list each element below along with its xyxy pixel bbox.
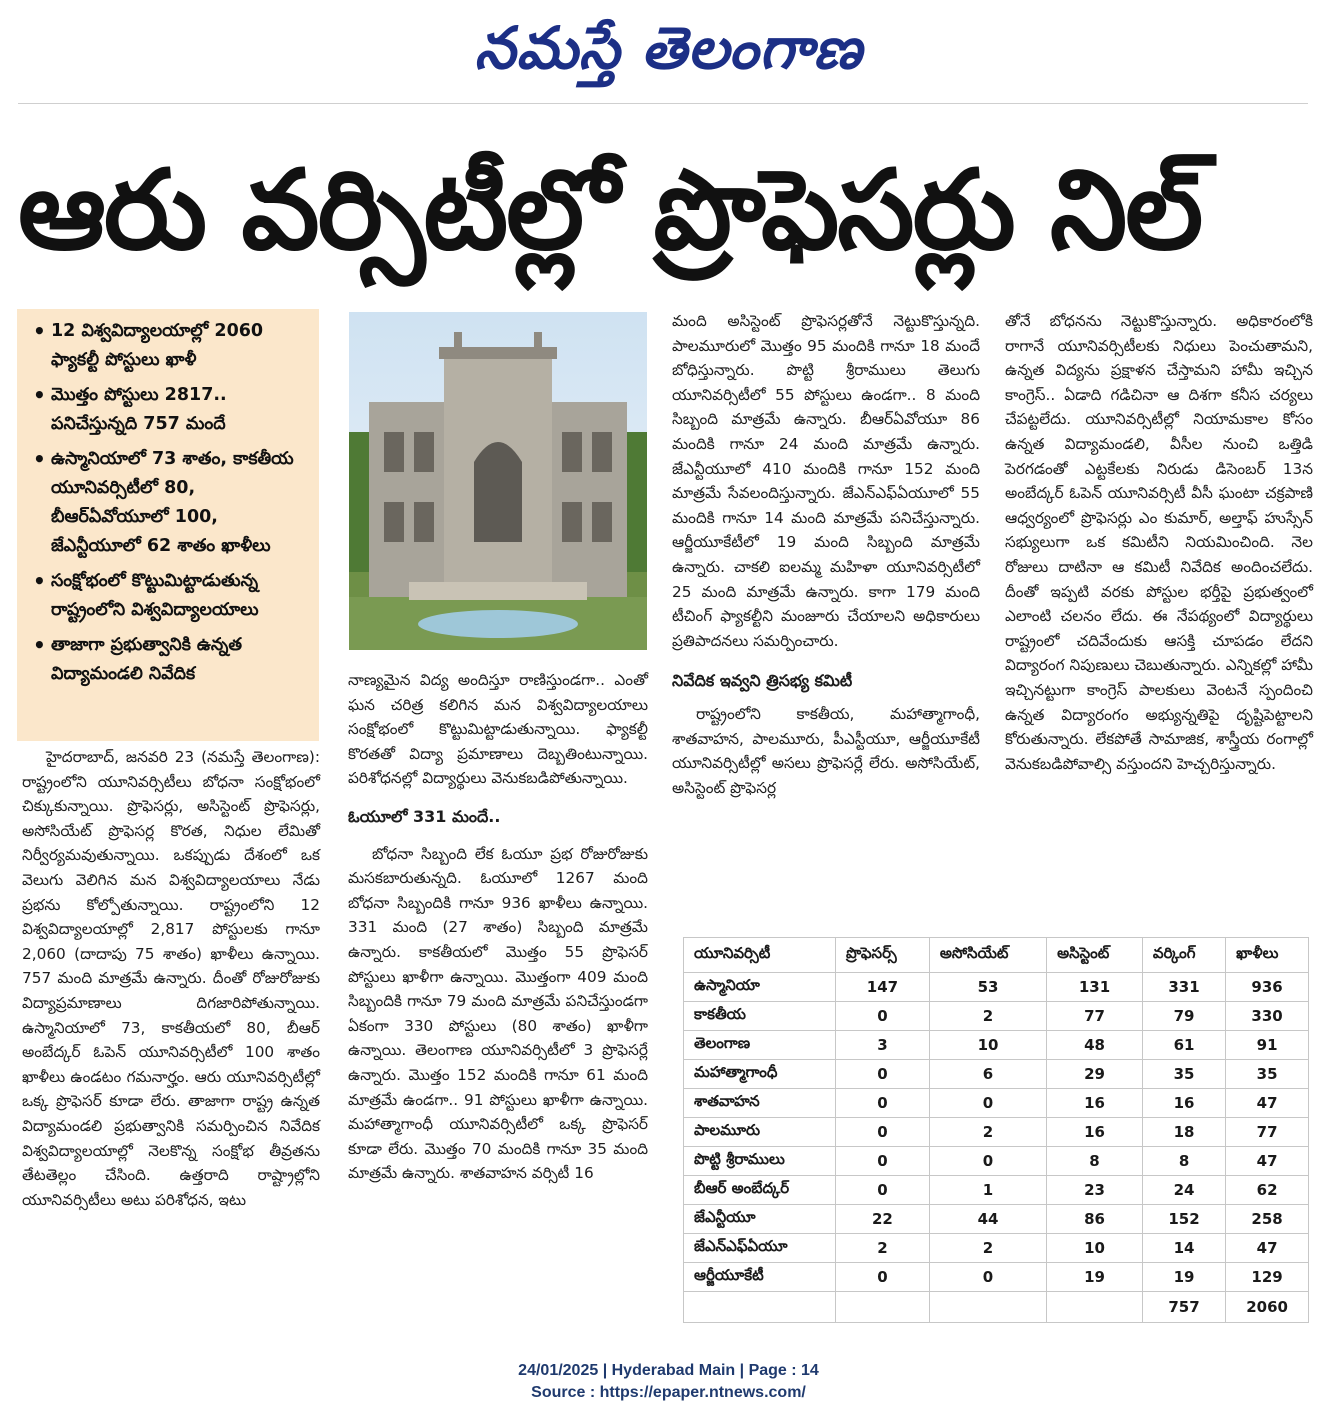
table-header-cell: అసిస్టెంట్: [1047, 938, 1143, 973]
table-row: [684, 1205, 1309, 1234]
table-cell: 0: [835, 1147, 929, 1176]
university-name-cell: జేఎన్ఎఫ్ఏయూ: [684, 1234, 836, 1263]
table-cell: 23: [1047, 1176, 1143, 1205]
table-cell: 258: [1226, 1205, 1309, 1234]
table-cell: 22: [835, 1205, 929, 1234]
table-cell: 2: [929, 1234, 1046, 1263]
table-header-cell: వర్కింగ్: [1142, 938, 1225, 973]
table-cell: 47: [1226, 1147, 1309, 1176]
newspaper-logo: నమస్తే తెలంగాణ: [474, 14, 863, 82]
article-paragraph: మంది అసిస్టెంట్ ప్రొఫెసర్లతోనే నెట్టుకొస్తున్నది. పాలమూరులో మొత్తం 95 మందికి గానూ 18 మందే బోధిస్తున్నారు. పొట్టి శ్రీరాములు తెలుగు యూనివర్సిటీలో 55 పోస్టులు ఉండగా.. 8 మంది సిబ్బంది మాత్రమే ఉన్నారు. బీఆర్ఏవోయూ 86 మందికి గానూ 24 మంది మాత్రమే ఉన్నారు. జేఎన్టీయూలో 410 మందికి గానూ 152 మంది మాత్రమే సేవలందిస్తున్నారు. జేఎన్ఎఫ్ఏయూలో 55 మందికి గానూ 14 మంది మాత్రమే పనిచేస్తున్నారు. ఆర్జీయూకేటీలో 19 మంది సిబ్బంది మాత్రమే ఉన్నారు. చాకలి ఐలమ్మ మహిళా యూనివర్సిటీలో 25 మంది మాత్రమే ఉన్నారు. కాగా 179 మంది టీచింగ్ ఫ్యాకల్టీని మంజూరు చేయాలని అధికారులు ప్రతిపాదనలు సమర్పించారు.: [672, 312, 980, 650]
table-cell: 0: [835, 1176, 929, 1205]
table-cell: 18: [1142, 1118, 1225, 1147]
table-cell: 16: [1047, 1089, 1143, 1118]
highlight-item: • మొత్తం పోస్టులు 2817.. పనిచేస్తున్నది 757 మందే: [29, 381, 311, 439]
table-total-row: [684, 1292, 1309, 1323]
masthead-divider: [18, 103, 1308, 104]
table-header-cell: ఖాళీలు: [1226, 938, 1309, 973]
table-cell: 2: [929, 1118, 1046, 1147]
table-cell: 48: [1047, 1031, 1143, 1060]
article-paragraph: నాణ్యమైన విద్య అందిస్తూ రాణిస్తుండగా.. ఎంతో ఘన చరిత్ర కలిగిన మన విశ్వవిద్యాలయాలు సంక్షోభంలో కొట్టుమిట్టాడుతున్నాయి. ఫ్యాకల్టీ కొరతతో విద్యా ప్రమాణాలు దెబ్బతింటున్నాయి. పరిశోధనల్లో విద్యార్థులు వెనుకబడిపోతున్నాయి.: [348, 671, 648, 788]
highlights-box: [17, 309, 319, 741]
headline: ఆరు వర్సిటీల్లో ప్రొఫెసర్లు నిల్: [18, 146, 1202, 274]
article-column-2: [348, 668, 648, 1186]
table-cell: 53: [929, 973, 1046, 1002]
table-row: [684, 973, 1309, 1002]
table-cell: 0: [929, 1089, 1046, 1118]
article-column-4: [1005, 309, 1313, 776]
article-subheading: ఓయూలో 331 మందే..: [348, 806, 501, 826]
article-paragraph: బోధనా సిబ్బంది లేక ఓయూ ప్రభ రోజురోజుకు మసకబారుతున్నది. ఓయూలో 1267 మంది బోధనా సిబ్బందికి గానూ 936 ఖాళీలు ఉన్నాయి. 331 మంది (27 శాతం) సిబ్బంది మాత్రమే ఉన్నారు. కాకతీయలో మొత్తం 55 ప్రొఫెసర్ పోస్టులు ఖాళీగా ఉన్నాయి. మొత్తంగా 409 మంది సిబ్బందికి గానూ 79 మంది మాత్రమే పనిచేస్తుండగా ఏకంగా 330 పోస్టులు (80 శాతం) ఖాళీగా ఉన్నాయి. తెలంగాణ యూనివర్సిటీలో 3 ప్రొఫెసర్లే ఉన్నారు. మొత్తం 152 మందికి గానూ 61 మంది మాత్రమే ఉండగా.. 91 పోస్టులు ఖాళీగా ఉన్నాయి. మహాత్మాగాంధీ యూనివర్సిటీలో ఒక్క ప్రొఫెసర్ కూడా లేరు. మొత్తం 70 మందికి గానూ 35 మంది మాత్రమే ఉన్నారు. శాతవాహన వర్సిటీ 16: [348, 844, 648, 1183]
table-cell: 131: [1047, 973, 1143, 1002]
table-cell: 47: [1226, 1089, 1309, 1118]
table-cell: 8: [1047, 1147, 1143, 1176]
table-cell: 152: [1142, 1205, 1225, 1234]
university-name-cell: పొట్టి శ్రీరాములు: [684, 1147, 836, 1176]
university-name-cell: బీఆర్ అంబేద్కర్: [684, 1176, 836, 1205]
article-paragraph: తోనే బోధనను నెట్టుకొస్తున్నారు. అధికారంలోకి రాగానే యూనివర్సిటీలకు నిధులు పెంచుతామని, ఉన్నత విద్యను ప్రక్షాళన చేస్తామని హామీ ఇచ్చిన కాంగ్రెస్.. ఏడాది గడిచినా ఆ దిశగా కనీస చర్యలు చేపట్టలేదు. యూనివర్సిటీల్లో నియామకాల కోసం ఉన్నత విద్యామండలి, వీసీల నుంచి ఒత్తిడి పెరగడంతో ఎట్టకేలకు నిరుడు డిసెంబర్ 13న అంబేద్కర్ ఓపెన్ యూనివర్సిటీ వీసీ ఘంటా చక్రపాణి ఆధ్వర్యంలో ప్రొఫెసర్లు ఎం కుమార్, అల్తాఫ్ హుస్సేన్ సభ్యులుగా ఒక కమిటీని నియమించింది. నెల రోజులు దాటినా ఆ కమిటీ నివేదిక అందించలేదు. దీంతో ఇప్పటి వరకు పోస్టుల భర్తీపై ప్రభుత్వంలో ఎలాంటి చలనం లేదు. ఈ నేపథ్యంలో విద్యార్థులు రాష్ట్రంలో చదివేందుకు ఆసక్తి చూపడం లేదని విద్యారంగ నిపుణులు చెబుతున్నారు. ఎన్నికల్లో హామీ ఇచ్చినట్టుగా కాంగ్రెస్ పాలకులు వెంటనే స్పందించి ఉన్నత విద్యారంగం అభ్యున్నతిపై దృష్టిపెట్టాలని కోరుతున్నారు. లేకపోతే సామాజిక, శాస్త్రీయ రంగాల్లో వెనుకబడిపోవాల్సి వస్తుందని హెచ్చరిస్తున్నారు.: [1005, 312, 1313, 773]
table-row: [684, 1147, 1309, 1176]
university-name-cell: ఆర్జీయూకేటీ: [684, 1263, 836, 1292]
table-cell: 29: [1047, 1060, 1143, 1089]
page-footer: [0, 1360, 1337, 1404]
table-header-cell: అసోసియేట్: [929, 938, 1046, 973]
table-cell: 0: [835, 1060, 929, 1089]
table-header-cell: యూనివర్సిటీ: [684, 938, 836, 973]
highlight-item: • ఉస్మానియాలో 73 శాతం, కాకతీయ యూనివర్సిటీలో 80, బీఆర్ఏవోయూలో 100, జేఎన్టీయూలో 62 శాతం ఖాళీలు: [29, 445, 311, 561]
table-cell: 1: [929, 1176, 1046, 1205]
article-column-1: [22, 745, 320, 1212]
table-cell: 936: [1226, 973, 1309, 1002]
table-cell: 77: [1047, 1002, 1143, 1031]
table-cell: 0: [835, 1002, 929, 1031]
footer-date-page: 24/01/2025 | Hyderabad Main | Page : 14: [518, 1362, 819, 1379]
university-building-photo: [349, 312, 647, 650]
article-subheading: నివేదిక ఇవ్వని త్రిసభ్య కమిటీ: [672, 671, 853, 691]
table-row: [684, 1263, 1309, 1292]
table-cell: 6: [929, 1060, 1046, 1089]
table-cell: 35: [1226, 1060, 1309, 1089]
university-name-cell: ఉస్మానియా: [684, 973, 836, 1002]
table-cell: 0: [835, 1118, 929, 1147]
table-cell: 10: [929, 1031, 1046, 1060]
table-row: [684, 1118, 1309, 1147]
highlight-item: • 12 విశ్వవిద్యాలయాల్లో 2060 ఫ్యాకల్టీ పోస్టులు ఖాళీ: [29, 317, 311, 375]
table-cell: 3: [835, 1031, 929, 1060]
table-cell: 147: [835, 973, 929, 1002]
table-row: [684, 1002, 1309, 1031]
table-cell: 330: [1226, 1002, 1309, 1031]
article-paragraph: రాష్ట్రంలోని కాకతీయ, మహాత్మాగాంధీ, శాతవాహన, పాలమూరు, పీఎస్టీయూ, ఆర్జీయూకేటీ యూనివర్సిటీల్లో అసలు ప్రొఫెసర్లే లేరు. అసోసియేట్, అసిస్టెంట్ ప్రొఫెసర్ల: [672, 704, 980, 797]
table-cell: 129: [1226, 1263, 1309, 1292]
university-name-cell: పాలమూరు: [684, 1118, 836, 1147]
table-cell: 24: [1142, 1176, 1225, 1205]
osmania-arts-college-image: [349, 312, 647, 650]
university-name-cell: కాకతీయ: [684, 1002, 836, 1031]
table-cell: 2: [835, 1234, 929, 1263]
table-cell: 10: [1047, 1234, 1143, 1263]
vacancy-table: [683, 937, 1309, 1322]
table-cell: 44: [929, 1205, 1046, 1234]
article-paragraph: హైదరాబాద్, జనవరి 23 (నమస్తే తెలంగాణ): రాష్ట్రంలోని యూనివర్సిటీలు బోధనా సంక్షోభంలో చిక్కుకున్నాయి. ప్రొఫెసర్లు, అసిస్టెంట్ ప్రొఫెసర్లు, అసోసియేట్ ప్రొఫెసర్ల కొరత, నిధుల లేమితో నిర్వీర్యమవుతున్నాయి. ఒకప్పుడు దేశంలో ఒక వెలుగు వెలిగిన మన విశ్వవిద్యాలయాలు నేడు ప్రభను కోల్పోతున్నాయి. రాష్ట్రంలోని 12 విశ్వవిద్యాలయాల్లో 2,817 పోస్టులకు గానూ 2,060 (దాదాపు 75 శాతం) ఖాళీలు ఉన్నాయి. 757 మంది మాత్రమే ఉన్నారు. దీంతో రోజురోజుకు విద్యాప్రమాణాలు దిగజారిపోతున్నాయి. ఉస్మానియాలో 73, కాకతీయలో 80, బీఆర్ అంబేద్కర్ ఓపెన్ యూనివర్సిటీలో 100 శాతం ఖాళీలు ఉండటం గమనార్హం. ఆరు యూనివర్సిటీల్లో ఒక్క ప్రొఫెసర్ కూడా లేరు. తాజాగా రాష్ట్ర ఉన్నత విద్యామండలి ప్రభుత్వానికి సమర్పించిన నివేదిక విశ్వవిద్యాలయాల్లో నెలకొన్న సంక్షోభ తీవ్రతను తేటతెల్లం చేసింది. ఉత్తరాది రాష్ట్రాల్లోని యూనివర్సిటీలు అటు పరిశోధన, ఇటు: [22, 748, 320, 1209]
university-name-cell: మహాత్మాగాంధీ: [684, 1060, 836, 1089]
university-name-cell: తెలంగాణ: [684, 1031, 836, 1060]
table-cell: 0: [835, 1263, 929, 1292]
table-row: [684, 1234, 1309, 1263]
table-cell: 0: [835, 1089, 929, 1118]
total-working-cell: 757: [1142, 1292, 1225, 1323]
table-cell: 2: [929, 1002, 1046, 1031]
table-empty-cell: [684, 1292, 836, 1323]
total-vacancies-cell: 2060: [1226, 1292, 1309, 1323]
table-cell: 35: [1142, 1060, 1225, 1089]
table-empty-cell: [1047, 1292, 1143, 1323]
footer-source: Source : https://epaper.ntnews.com/: [531, 1384, 806, 1401]
table-header-cell: ప్రొఫెసర్స్: [835, 938, 929, 973]
table-empty-cell: [835, 1292, 929, 1323]
table-cell: 62: [1226, 1176, 1309, 1205]
table-cell: 86: [1047, 1205, 1143, 1234]
table-cell: 8: [1142, 1147, 1225, 1176]
table-cell: 16: [1142, 1089, 1225, 1118]
table-header-row: [684, 938, 1309, 973]
table-row: [684, 1089, 1309, 1118]
table-cell: 19: [1047, 1263, 1143, 1292]
table-cell: 0: [929, 1263, 1046, 1292]
table-row: [684, 1176, 1309, 1205]
university-name-cell: శాతవాహన: [684, 1089, 836, 1118]
table-cell: 14: [1142, 1234, 1225, 1263]
table-cell: 0: [929, 1147, 1046, 1176]
table-cell: 79: [1142, 1002, 1225, 1031]
table-cell: 47: [1226, 1234, 1309, 1263]
highlight-item: • సంక్షోభంలో కొట్టుమిట్టాడుతున్న రాష్ట్రంలోని విశ్వవిద్యాలయాలు: [29, 567, 311, 625]
table-row: [684, 1060, 1309, 1089]
table-cell: 331: [1142, 973, 1225, 1002]
highlight-item: • తాజాగా ప్రభుత్వానికి ఉన్నత విద్యామండలి నివేదిక: [29, 631, 311, 689]
table-cell: 77: [1226, 1118, 1309, 1147]
university-name-cell: జేఎన్టీయూ: [684, 1205, 836, 1234]
table-cell: 61: [1142, 1031, 1225, 1060]
table-cell: 16: [1047, 1118, 1143, 1147]
article-column-3: [672, 309, 980, 800]
table-row: [684, 1031, 1309, 1060]
masthead: [0, 0, 1337, 100]
table-cell: 91: [1226, 1031, 1309, 1060]
table-cell: 19: [1142, 1263, 1225, 1292]
table-empty-cell: [929, 1292, 1046, 1323]
